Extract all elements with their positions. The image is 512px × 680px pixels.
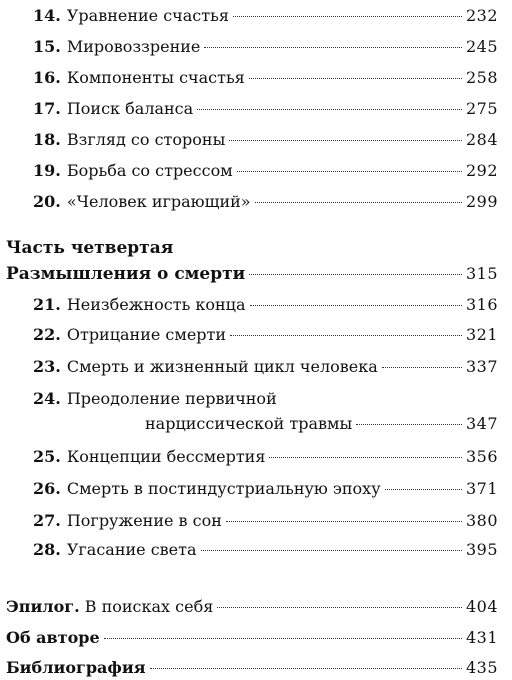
chapter-title: Взгляд со стороны	[66, 130, 226, 149]
dot-leader	[237, 171, 462, 172]
chapter-number: 16.	[33, 68, 61, 87]
page-number: 258	[465, 68, 498, 87]
dot-leader	[104, 638, 462, 639]
part-heading	[6, 238, 173, 258]
page-number: 371	[465, 479, 498, 498]
chapter-title: Концепции бессмертия	[66, 447, 266, 466]
page-number: 284	[465, 130, 498, 149]
chapter-number: 25.	[33, 447, 61, 466]
toc-entry	[6, 597, 498, 617]
toc-entry	[33, 99, 498, 119]
chapter-title: Мировоззрение	[66, 37, 201, 56]
dot-leader	[382, 367, 462, 368]
chapter-number: 14.	[33, 6, 61, 25]
epilogue-label: Эпилог.	[6, 597, 80, 616]
page-number: 356	[465, 447, 498, 466]
chapter-title: Неизбежность конца	[66, 295, 246, 314]
page-number: 299	[465, 192, 498, 211]
toc-entry	[33, 540, 498, 560]
page-number: 275	[465, 99, 498, 118]
toc-entry	[33, 325, 498, 345]
chapter-number: 17.	[33, 99, 61, 118]
dot-leader	[229, 140, 462, 141]
dot-leader	[226, 521, 462, 522]
toc-entry	[33, 6, 498, 26]
toc-entry	[33, 130, 498, 150]
page-number: 395	[465, 540, 498, 559]
dot-leader	[197, 109, 462, 110]
dot-leader	[249, 78, 462, 79]
toc-entry	[6, 628, 498, 648]
dot-leader	[233, 16, 462, 17]
part-title-entry	[6, 264, 498, 284]
toc-entry	[33, 192, 498, 212]
about-author-label: Об авторе	[6, 628, 100, 647]
chapter-title: Смерть и жизненный цикл человека	[66, 357, 378, 376]
page-number: 316	[465, 295, 498, 314]
page-number: 404	[465, 597, 498, 616]
chapter-title: Уравнение счастья	[66, 6, 229, 25]
bibliography-label: Библиография	[6, 658, 146, 677]
dot-leader	[356, 424, 462, 425]
page-number: 321	[465, 325, 498, 344]
page-number: 431	[465, 628, 498, 647]
page-number: 380	[465, 511, 498, 530]
toc-entry	[33, 68, 498, 88]
dot-leader	[150, 668, 462, 669]
chapter-title-continuation: нарциссической травмы	[145, 414, 353, 433]
toc-entry	[33, 161, 498, 181]
part-heading-text: Часть четвертая	[6, 238, 174, 258]
chapter-number: 26.	[33, 479, 61, 498]
dot-leader	[255, 202, 462, 203]
toc-entry	[33, 295, 498, 315]
page-number: 347	[465, 414, 498, 433]
chapter-title: «Человек играющий»	[66, 192, 251, 211]
part-title: Размышления о смерти	[6, 264, 246, 284]
chapter-title: Смерть в постиндустриальную эпоху	[66, 479, 381, 498]
chapter-number: 18.	[33, 130, 61, 149]
toc-entry-continuation	[145, 414, 498, 434]
page-number: 292	[465, 161, 498, 180]
dot-leader	[204, 47, 462, 48]
chapter-number: 24.	[33, 389, 61, 408]
chapter-title: Отрицание смерти	[66, 325, 227, 344]
page-number: 435	[465, 658, 498, 677]
chapter-number: 22.	[33, 325, 61, 344]
chapter-number: 21.	[33, 295, 61, 314]
page-number: 245	[465, 37, 498, 56]
toc-entry	[33, 389, 498, 409]
chapter-number: 15.	[33, 37, 61, 56]
dot-leader	[249, 274, 462, 275]
dot-leader	[269, 457, 462, 458]
chapter-title: Поиск баланса	[66, 99, 194, 118]
chapter-number: 19.	[33, 161, 61, 180]
epilogue-title: В поисках себя	[79, 597, 214, 616]
chapter-title: Погружение в сон	[66, 511, 222, 530]
toc-entry	[33, 511, 498, 531]
chapter-title: Борьба со стрессом	[66, 161, 233, 180]
dot-leader	[385, 489, 462, 490]
toc-entry	[33, 447, 498, 467]
page-number: 232	[465, 6, 498, 25]
chapter-title: Угасание света	[66, 540, 197, 559]
dot-leader	[217, 607, 462, 608]
chapter-number: 23.	[33, 357, 61, 376]
chapter-title: Преодоление первичной	[66, 389, 277, 408]
page-number: 315	[465, 264, 498, 283]
toc-entry	[33, 37, 498, 57]
toc-entry	[6, 658, 498, 678]
chapter-title: Компоненты счастья	[66, 68, 245, 87]
dot-leader	[230, 335, 462, 336]
page-number: 337	[465, 357, 498, 376]
chapter-number: 27.	[33, 511, 61, 530]
toc-entry	[33, 357, 498, 377]
dot-leader	[250, 305, 462, 306]
toc-entry	[33, 479, 498, 499]
dot-leader	[201, 550, 462, 551]
chapter-number: 28.	[33, 540, 61, 559]
chapter-number: 20.	[33, 192, 61, 211]
